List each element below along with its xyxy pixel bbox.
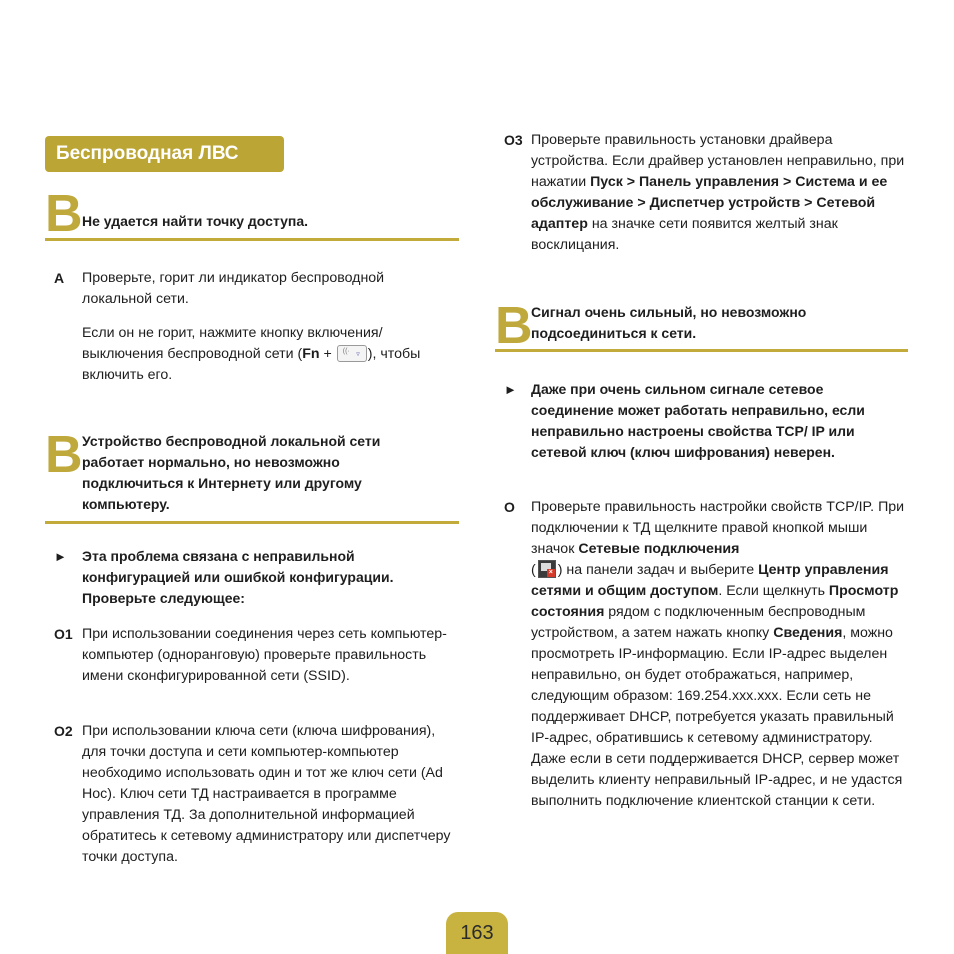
question-marker-1: B bbox=[45, 185, 83, 243]
o-details: Сведения bbox=[773, 625, 843, 641]
arrow-marker: ► bbox=[54, 549, 67, 564]
o-paren-open: ( bbox=[531, 562, 536, 578]
question-2: Устройство беспроводной локальной сети работает нормально, но невозможно подключиться к Интернету или другому компьютеру. bbox=[82, 433, 381, 512]
o-text-7: Даже если в сети поддерживается DHCP, сервер может выделить клиенту неправильный IP-адрес, и не удастся выполнить подключение клиентской станции к сети. bbox=[531, 751, 903, 809]
answer-1-paragraph-2 bbox=[82, 323, 454, 386]
o3-menu-path: Пуск > Панель управления > Система и ее обслуживание > Диспетчер устройств > Сетевой адаптер bbox=[531, 174, 888, 232]
question-marker-2: B bbox=[45, 426, 83, 484]
plus-sign: + bbox=[319, 346, 336, 362]
option-label-o3: O3 bbox=[504, 132, 523, 148]
question-3-explanation: Даже при очень сильном сигнале сетевое соединение может работать неправильно, если неправильно настроены свойства TCP/ IP или сетевой ключ (ключ шифрования) неверен. bbox=[531, 381, 865, 460]
o-text-5: рядом с подключенным беспроводным устройством, а затем нажать кнопку bbox=[531, 604, 866, 641]
o-text-1: Проверьте правильность настройки свойств TCP/IP. При подключении к ТД щелкните правой кнопкой мыши значок bbox=[531, 499, 905, 557]
answer-1-paragraph-1: Проверьте, горит ли индикатор беспроводной локальной сети. bbox=[82, 270, 385, 307]
section-title: Беспроводная ЛВС bbox=[45, 136, 284, 172]
option-o-text bbox=[531, 497, 907, 812]
option-o3-text bbox=[531, 130, 907, 256]
o-view-status: Просмотр состояния bbox=[531, 583, 899, 620]
page-number: 163 bbox=[446, 912, 508, 954]
question-1: Не удается найти точку доступа. bbox=[82, 213, 309, 229]
option-label-o1: O1 bbox=[54, 626, 73, 642]
question-marker-3: B bbox=[495, 297, 533, 355]
option-o1-text: При использовании соединения через сеть компьютер-компьютер (одноранговую) проверьте правильность имени сконфигурированной сети (SSID). bbox=[82, 626, 447, 684]
o-network-center: Центр управления сетями и общим доступом bbox=[531, 562, 889, 599]
option-o2-text: При использовании ключа сети (ключа шифрования), для точки доступа и сети компьютер-компьютер необходимо использовать один и тот же ключ сети (Ad Hoc). Ключ сети ТД настраивается в программе управления ТД. За дополнительной информацией обратитесь к сетевому администратору или диспетчеру точки доступа. bbox=[82, 723, 451, 865]
option-label-o2: O2 bbox=[54, 723, 73, 739]
o3-text-1: Проверьте правильность установки драйвера устройства. Если драйвер установлен неправильно, при нажатии bbox=[531, 132, 905, 190]
divider bbox=[45, 238, 459, 241]
network-connections-icon: × bbox=[538, 560, 556, 578]
question-2-explanation: Эта проблема связана с неправильной конфигурацией или ошибкой конфигурации. Проверьте следующее: bbox=[82, 548, 394, 606]
divider bbox=[45, 521, 459, 524]
wireless-key-icon: ((· ▿ bbox=[337, 345, 367, 362]
o-network-connections: Сетевые подключения bbox=[578, 541, 740, 557]
answer-1-text-after: ), чтобы включить его. bbox=[82, 346, 421, 383]
o-text-4: . Если щелкнуть bbox=[718, 583, 829, 599]
o3-text-2: на значке сети появится желтый знак восклицания. bbox=[531, 216, 838, 253]
answer-marker: A bbox=[54, 270, 65, 286]
o-text-3: ) на панели задач и выберите bbox=[557, 562, 759, 578]
divider bbox=[495, 349, 908, 352]
fn-key-label: Fn bbox=[302, 346, 320, 362]
o-text-6: , можно просмотреть IP-информацию. Если IP-адрес выделен неправильно, он будет отображаться, например, следующим образом: 169.254.xxx.xxx. Если сеть не поддерживает DHCP, потребуется указать правильный IP-адрес, обратившись к сетевому администратору. bbox=[531, 625, 894, 746]
answer-1-text-before: Если он не горит, нажмите кнопку включения/ выключения беспроводной сети ( bbox=[82, 325, 383, 362]
option-label-o: O bbox=[504, 499, 515, 515]
question-3: Сигнал очень сильный, но невозможно подсоединиться к сети. bbox=[531, 304, 807, 341]
arrow-marker: ► bbox=[504, 382, 517, 397]
